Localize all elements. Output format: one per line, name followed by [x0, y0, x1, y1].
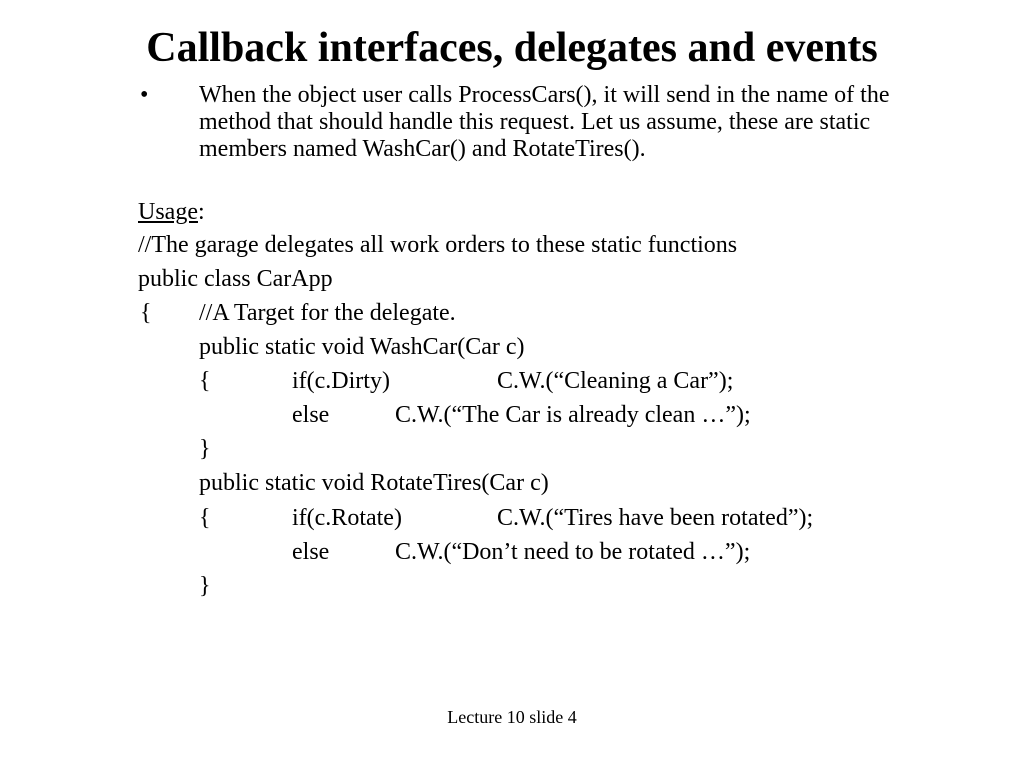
- code-comment-garage: //The garage delegates all work orders to these static functions: [138, 232, 738, 258]
- code-washcar-close-brace: }: [199, 436, 211, 462]
- slide-footer: Lecture 10 slide 4: [447, 707, 577, 727]
- code-outer-open-brace: {: [140, 300, 152, 326]
- usage-heading: [138, 198, 205, 226]
- code-washcar-if-action: C.W.(“Cleaning a Car”);: [497, 368, 734, 394]
- slide-title: Callback interfaces, delegates and events: [146, 25, 878, 71]
- code-rotatetires-declaration: public static void RotateTires(Car c): [199, 470, 549, 496]
- code-washcar-if: if(c.Dirty): [292, 368, 390, 394]
- code-rotatetires-close-brace: }: [199, 573, 211, 599]
- bullet-text: When the object user calls ProcessCars(), it will send in the name of the method that should handle this request. Let us assume, these are static members named WashCar() and RotateTires().: [199, 82, 890, 162]
- code-rotatetires-if-action: C.W.(“Tires have been rotated”);: [497, 505, 814, 531]
- usage-label: Usage: [138, 199, 198, 225]
- code-comment-target: //A Target for the delegate.: [199, 300, 456, 326]
- code-rotatetires-else: else: [292, 539, 330, 565]
- code-washcar-else-action: C.W.(“The Car is already clean …”);: [395, 402, 751, 428]
- code-rotatetires-if: if(c.Rotate): [292, 505, 402, 531]
- code-rotatetires-else-action: C.W.(“Don’t need to be rotated …”);: [395, 539, 751, 565]
- usage-colon: :: [197, 199, 205, 225]
- code-washcar-else: else: [292, 402, 330, 428]
- code-class-declaration: public class CarApp: [138, 266, 333, 292]
- code-washcar-declaration: public static void WashCar(Car c): [199, 334, 525, 360]
- code-rotatetires-open-brace: {: [199, 505, 211, 531]
- code-washcar-open-brace: {: [199, 368, 211, 394]
- bullet-marker: •: [140, 82, 149, 108]
